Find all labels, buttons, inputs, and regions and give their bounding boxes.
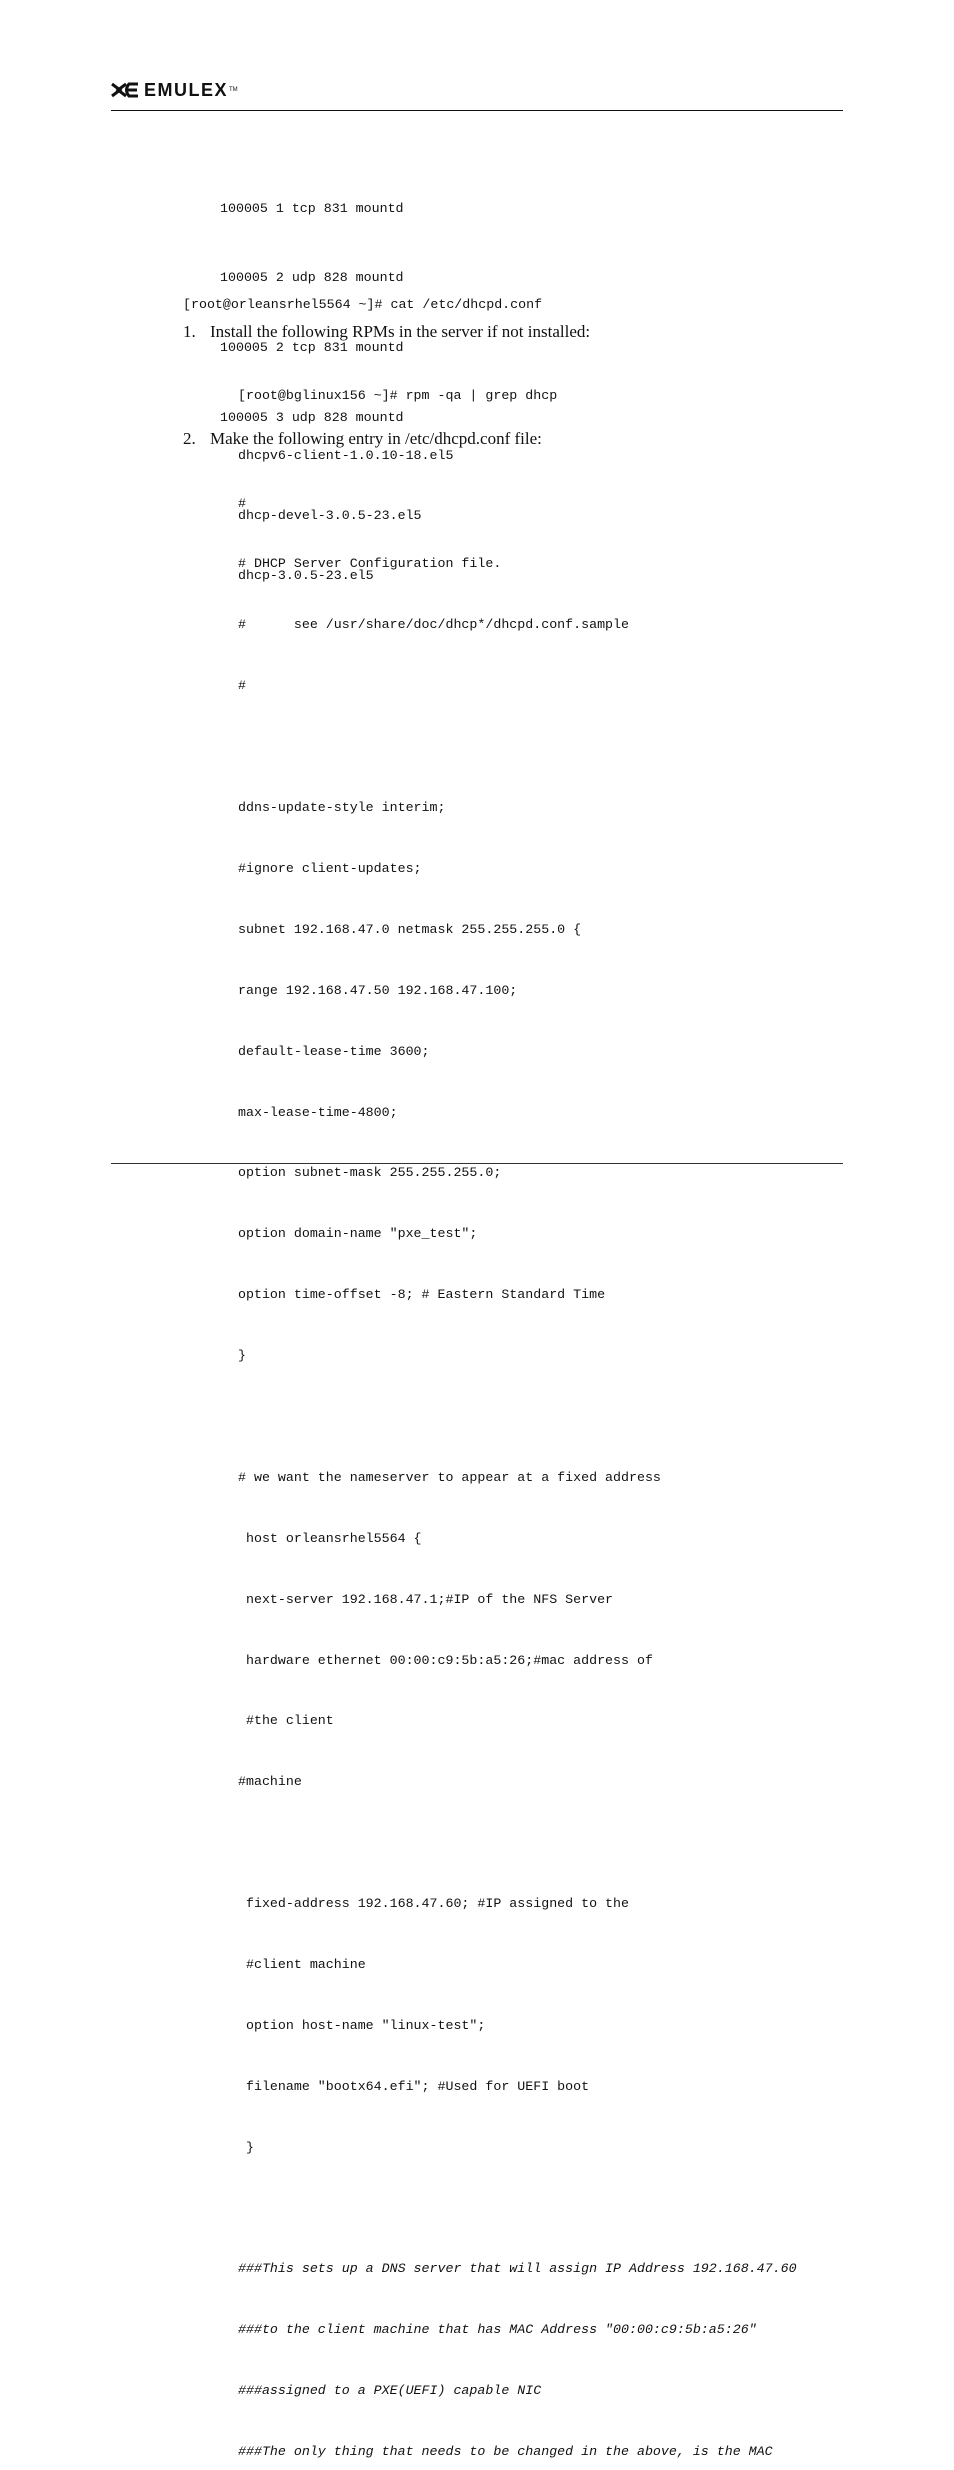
emulex-logo-icon [111,82,139,98]
emulex-logo [111,80,238,100]
code-line [238,1833,797,1853]
code-line: # [238,495,246,511]
code-line: range 192.168.47.50 192.168.47.100; [238,982,518,998]
comment-line: ###assigned to a PXE(UEFI) capable NIC [238,2383,542,2399]
code-line: option time-offset -8; # Eastern Standard Time [238,1287,606,1303]
code-line: } [238,2139,254,2155]
code-line: [root@bglinux156 ~]# rpm -qa | grep dhcp [238,388,558,403]
code-line: 100005 1 tcp 831 mountd [220,200,404,216]
step-text: Make the following entry in /etc/dhcpd.conf file: [210,429,542,448]
cat-command-line: [root@orleansrhel5564 ~]# cat /etc/dhcpd.conf [183,297,543,312]
code-line [238,737,797,757]
step-text: Install the following RPMs in the server if not installed: [210,322,591,341]
dhcpd-conf-code-block [238,453,797,2470]
code-line: 100005 3 udp 828 mountd [220,410,404,426]
logo-trademark: TM [229,87,238,93]
code-line: ddns-update-style interim; [238,800,446,816]
comment-line: ###The only thing that needs to be changed in the above, is the MAC [238,2444,773,2460]
code-line: hardware ethernet 00:00:c9:5b:a5:26;#mac address of [238,1652,653,1668]
code-line: # we want the nameserver to appear at a fixed address [238,1469,661,1485]
code-line: max-lease-time-4800; [238,1104,398,1120]
code-line: option host-name "linux-test"; [238,2017,486,2033]
code-line: dhcp-3.0.5-23.el5 [238,568,374,583]
code-line: 100005 2 udp 828 mountd [220,270,404,286]
code-line: next-server 192.168.47.1;#IP of the NFS Server [238,1591,614,1607]
logo-text: EMULEX [144,80,229,100]
step-number: 2. [183,429,196,448]
code-line: } [238,1348,246,1364]
code-line: #the client [238,1713,334,1729]
code-line: #ignore client-updates; [238,860,422,876]
code-line: default-lease-time 3600; [238,1043,430,1059]
step-number: 1. [183,322,196,341]
code-line: dhcp-devel-3.0.5-23.el5 [238,508,422,523]
code-line: # [238,678,246,694]
code-line: option domain-name "pxe_test"; [238,1226,478,1242]
code-line: filename "bootx64.efi"; #Used for UEFI boot [238,2078,590,2094]
code-line: 100005 2 tcp 831 mountd [220,340,404,356]
comment-line: ###to the client machine that has MAC Address "00:00:c9:5b:a5:26" [238,2322,757,2338]
code-line: host orleansrhel5564 { [238,1530,422,1546]
code-line: #client machine [238,1956,366,1972]
code-line: #machine [238,1774,302,1790]
comment-line: ###This sets up a DNS server that will assign IP Address 192.168.47.60 [238,2261,797,2277]
code-line: # see /usr/share/doc/dhcp*/dhcpd.conf.sample [238,617,629,633]
code-line [238,1407,797,1427]
code-line [238,2199,797,2219]
footer-divider [111,1163,843,1164]
code-line: option subnet-mask 255.255.255.0; [238,1165,502,1181]
code-line: # DHCP Server Configuration file. [238,556,502,572]
code-line: subnet 192.168.47.0 netmask 255.255.255.0 { [238,921,582,937]
code-line: dhcpv6-client-1.0.10-18.el5 [238,448,454,463]
page-header [111,80,843,111]
code-line: fixed-address 192.168.47.60; #IP assigned to the [238,1896,629,1912]
